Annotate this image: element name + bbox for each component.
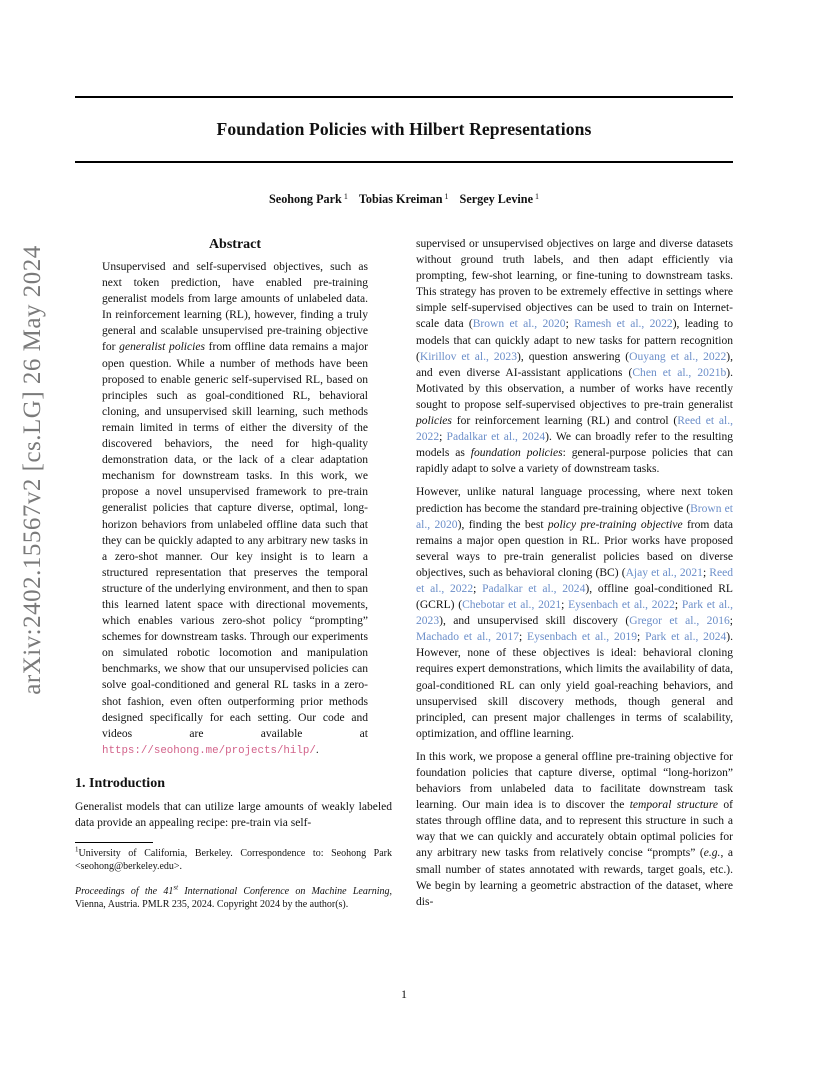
citation-link[interactable]: Ramesh et al., 2022	[574, 318, 673, 331]
author-list	[75, 192, 733, 207]
proceedings-note: Proceedings of the 41st International Conference on Machine Learning, Vienna, Austria. PMLR 235, 2024. Copyright 2024 by the author(s).	[75, 883, 393, 911]
citation-link[interactable]: Park et al., 2023	[416, 599, 733, 628]
abstract-heading: Abstract	[208, 237, 262, 252]
citation-link[interactable]: Reed et al., 2022	[416, 566, 734, 595]
citation-link[interactable]: Kirillov et al., 2023	[419, 350, 517, 363]
title-bottom-rule	[75, 161, 733, 163]
citation-link[interactable]: Chen et al., 2021b	[632, 366, 727, 379]
left-column	[75, 236, 392, 911]
author-name: Sergey Levine $^1$	[459, 192, 539, 206]
citation-link[interactable]: Padalkar et al., 2024	[446, 431, 546, 444]
citation-link[interactable]: Brown et al., 2020	[416, 502, 733, 531]
footnote-rule	[75, 842, 153, 843]
project-url-link[interactable]: https://seohong.me/projects/hilp/	[102, 744, 316, 757]
citation-link[interactable]: Chebotar et al., 2021	[462, 599, 562, 612]
body-paragraph: supervised or unsupervised objectives on large and diverse datasets without ground truth labels, and then adapt efficiently via prompting, few-shot learning, or fine-tuning to downstream tasks. This strategy has proven to be extremely effective in settings where simple self-supervised objectives can be used to train on Internet-scale data (Brown et al., 2020; Ramesh et al., 2022), leading to models that can quickly adapt to new tasks for pattern recognition (Kirillov et al., 2023), question answering (Ouyang et al., 2022), and even diverse AI-assistant applications (Chen et al., 2021b). Motivated by this observation, a number of works have recently sought to propose self-supervised objectives to pre-train generalist policies for reinforcement learning (RL) and control (Reed et al., 2022; Padalkar et al., 2024). We can broadly refer to the resulting models as foundation policies: general-purpose policies that can rapidly adapt to solve a variety of downstream tasks.	[416, 238, 734, 476]
citation-link[interactable]: Eysenbach et al., 2022	[568, 599, 675, 612]
author-name: Tobias Kreiman $^1$	[358, 192, 449, 206]
citation-link[interactable]: Reed et al., 2022	[416, 415, 733, 444]
citation-link[interactable]: Ajay et al., 2021	[625, 566, 703, 579]
introduction-text: Generalist models that can utilize large amounts of weakly labeled data provide an appealing recipe: pre-train via self-	[75, 800, 392, 829]
title-top-rule	[75, 96, 733, 98]
citation-link[interactable]: Machado et al., 2017	[416, 631, 519, 644]
section-heading-introduction: 1. Introduction	[75, 775, 165, 791]
citation-link[interactable]: Eysenbach et al., 2019	[527, 631, 638, 644]
right-column	[416, 236, 733, 910]
paper-title: Foundation Policies with Hilbert Representations	[216, 119, 592, 139]
citation-link[interactable]: Padalkar et al., 2024	[482, 582, 586, 595]
page-number: 1	[401, 987, 407, 1001]
arxiv-identifier-stamp: arXiv:2402.15567v2 [cs.LG] 26 May 2024	[19, 245, 46, 695]
citation-link[interactable]: Gregor et al., 2016	[629, 615, 730, 628]
citation-link[interactable]: Ouyang et al., 2022	[629, 350, 727, 363]
body-paragraph: In this work, we propose a general offline pre-training objective for foundation policies that capture diverse, optimal “long-horizon” behaviors from unlabeled data to facilitate downstream task learning. Our main idea is to discover the temporal structure of states through offline data, and to represent this structure in such a way that we can quickly and accurately obtain optimal policies for any arbitrary new tasks from relatively concise “prompts” (e.g., a small number of states annotated with rewards, target goals, etc.). We begin by learning a geometric abstraction of the dataset, where dis-	[416, 750, 733, 908]
citation-link[interactable]: Brown et al., 2020	[472, 318, 566, 331]
affiliation-footnote: $^1$University of California, Berkeley. Correspondence to: Seohong Park <seohong@berkeley.edu>.	[75, 845, 392, 873]
citation-link[interactable]: Park et al., 2024	[645, 631, 727, 644]
author-name: Seohong Park $^1$	[269, 192, 348, 206]
abstract-section	[75, 236, 392, 759]
body-paragraph: However, unlike natural language processing, where next token prediction has become the standard pre-training objective (Brown et al., 2020), finding the best policy pre-training objective from data remains a major open question in RL. Prior works have proposed several ways to pre-train generalist policies based on diverse objectives, such as behavioral cloning (BC) (Ajay et al., 2021; Reed et al., 2022; Padalkar et al., 2024), offline goal-conditioned RL (GCRL) (Chebotar et al., 2021; Eysenbach et al., 2022; Park et al., 2023), and unsupervised skill discovery (Gregor et al., 2016; Machado et al., 2017; Eysenbach et al., 2019; Park et al., 2024). However, none of these objectives is ideal: behavioral cloning requires expert demonstrations, which limits the availability of data, goal-conditioned RL can only yield goal-reaching behaviors, and unsupervised skill discovery methods, though general and principled, can present major challenges in terms of scalability, optimization, and offline learning.	[416, 486, 734, 740]
abstract-text: Unsupervised and self-supervised objectives, such as next token prediction, have enabled pre-training generalist models from large amounts of unlabeled data. In reinforcement learning (RL), however, finding a truly general and scalable unsupervised pre-training objective for generalist policies from offline data remains a major open question. While a number of methods have been proposed to enable generic self-supervised RL, based on principles such as goal-conditioned RL, behavioral cloning, and unsupervised skill learning, such methods remain limited in terms of either the diversity of the discovered behaviors, the need for high-quality demonstration data, or the lack of a clear adaptation mechanism for downstream tasks. In this work, we propose a novel unsupervised framework to pre-train generalist policies that capture diverse, optimal, long-horizon behaviors from unlabeled offline data such that they can be quickly adapted to any arbitrary new tasks in a zero-shot manner. Our key insight is to learn a structured representation that preserves the temporal structure of the underlying environment, and then to span this learned latent space with directional movements, which enables various zero-shot policy “prompting” schemes for downstream tasks. Through our experiments on simulated robotic locomotion and manipulation benchmarks, we show that our unsupervised policies can solve goal-conditioned and general RL tasks in a zero-shot fashion, even often outperforming prior methods designed specifically for each setting. Our code and videos are available at https://seohong.me/projects/hilp/.	[102, 261, 368, 757]
